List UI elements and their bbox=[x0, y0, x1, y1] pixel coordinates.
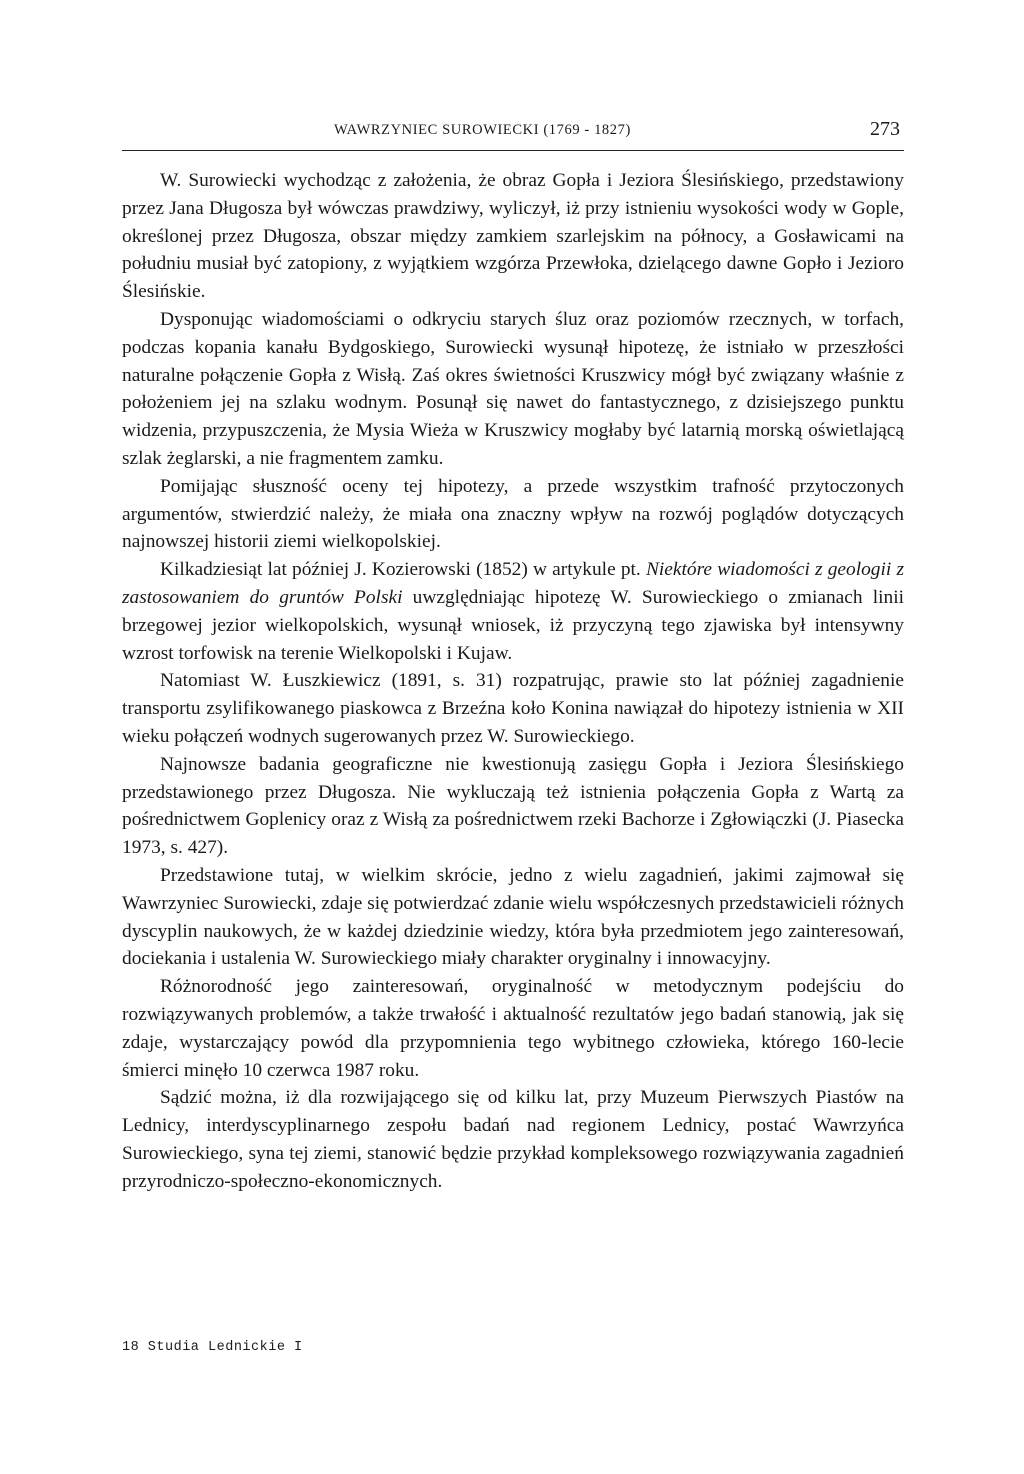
paragraph-7: Przedstawione tutaj, w wielkim skrócie, jedno z wielu zagadnień, jakimi zajmował się Wawrzyniec Surowiecki, zdaje się potwierdzać zdanie wielu współczesnych przedstawicieli różnych dyscyplin naukowych, że w każdej dziedzinie wiedzy, która była przedmiotem jego zainteresowań, dociekania i ustalenia W. Surowieckiego miały charakter oryginalny i innowacyjny. bbox=[122, 864, 904, 970]
paragraph-2: Dysponując wiadomościami o odkryciu starych śluz oraz poziomów rzecznych, w torfach, podczas kopania kanału Bydgoskiego, Surowiecki wysunął hipotezę, że istniało w przeszłości naturalne połączenie Gopła z Wisłą. Zaś okres świetności Kruszwicy mógł być związany właśnie z położeniem jej na szlaku wodnym. Posunął się nawet do fantastycznego, z dzisiejszego punktu widzenia, przypuszczenia, że Mysia Wieża w Kruszwicy mogłaby być latarnią morską oświetlającą szlak żeglarski, a nie fragmentem zamku. bbox=[122, 308, 904, 469]
paragraph-5: Natomiast W. Łuszkiewicz (1891, s. 31) rozpatrując, prawie sto lat później zagadnienie transportu zsylifikowanego piaskowca z Brzeźna koło Konina nawiązał do hipotezy istnienia w XII wieku połączeń wodnych sugerowanych przez W. Surowieckiego. bbox=[122, 670, 904, 747]
running-title: WAWRZYNIEC SUROWIECKI (1769 - 1827) bbox=[334, 122, 631, 138]
paragraph-1: W. Surowiecki wychodząc z założenia, że obraz Gopła i Jeziora Ślesińskiego, przedstawiony przez Jana Długosza był wówczas prawdziwy, wyliczył, iż przy istnieniu wysokości wody w Gople, określonej przez Długosza, obszar między zamkiem szarlejskim na północy, a Gosławicami na południu musiał być zatopiony, z wyjątkiem wzgórza Przewłoka, dzielącego dawne Gopło i Jezioro Ślesińskie. bbox=[122, 170, 904, 303]
sheet-signature: 18 Studia Lednickie I bbox=[122, 1340, 303, 1355]
paragraph-3: Pomijając słuszność oceny tej hipotezy, a przede wszystkim trafność przytoczonych argumentów, stwierdzić należy, że miała ona znaczny wpływ na rozwój poglądów dotyczących najnowszej historii ziemi wielkopolskiej. bbox=[122, 475, 904, 553]
article-title: Niektóre wiadomości z geologii z zastosowaniem do gruntów Polski bbox=[122, 559, 904, 608]
paragraph-6: Najnowsze badania geograficzne nie kwestionują zasięgu Gopła i Jeziora Ślesińskiego przedstawionego przez Długosza. Nie wykluczają też istnienia połączenia Gopła z Wartą za pośrednictwem Goplenicy oraz z Wisłą za pośrednictwem rzeki Bachorze i Zgłowiączki (J. Piasecka 1973, s. 427). bbox=[122, 753, 904, 859]
running-header bbox=[122, 120, 904, 151]
paragraph-4-lead: Kilkadziesiąt lat później J. Kozierowski (1852) w artykule pt. bbox=[160, 559, 646, 581]
paragraph-8: Różnorodność jego zainteresowań, oryginalność w metodycznym podejściu do rozwiązywanych problemów, a także trwałość i aktualność rezultatów jego badań stanowią, jak się zdaje, wystarczający powód dla przypomnienia tego wybitnego człowieka, którego 160-lecie śmierci minęło 10 czerwca 1987 roku. bbox=[122, 976, 904, 1081]
body-text bbox=[122, 167, 904, 1195]
paragraph-9: Sądzić można, iż dla rozwijającego się od kilku lat, przy Muzeum Pierwszych Piastów na Lednicy, interdyscyplinarnego zespołu badań nad regionem Lednicy, postać Wawrzyńca Surowieckiego, syna tej ziemi, stanowić będzie przykład kompleksowego rozwiązywania zagadnień przyrodniczo-społeczno-ekonomicznych. bbox=[122, 1087, 904, 1192]
paragraph-4 bbox=[122, 556, 904, 667]
paragraph-4-rest: uwzględniając hipotezę W. Surowieckiego o zmianach linii brzegowej jezior wielkopolskich, wysunął wniosek, iż przyczyną tego zjawiska był intensywny wzrost torfowisk na terenie Wielkopolski i Kujaw. bbox=[122, 586, 905, 664]
page-number: 273 bbox=[870, 118, 900, 140]
